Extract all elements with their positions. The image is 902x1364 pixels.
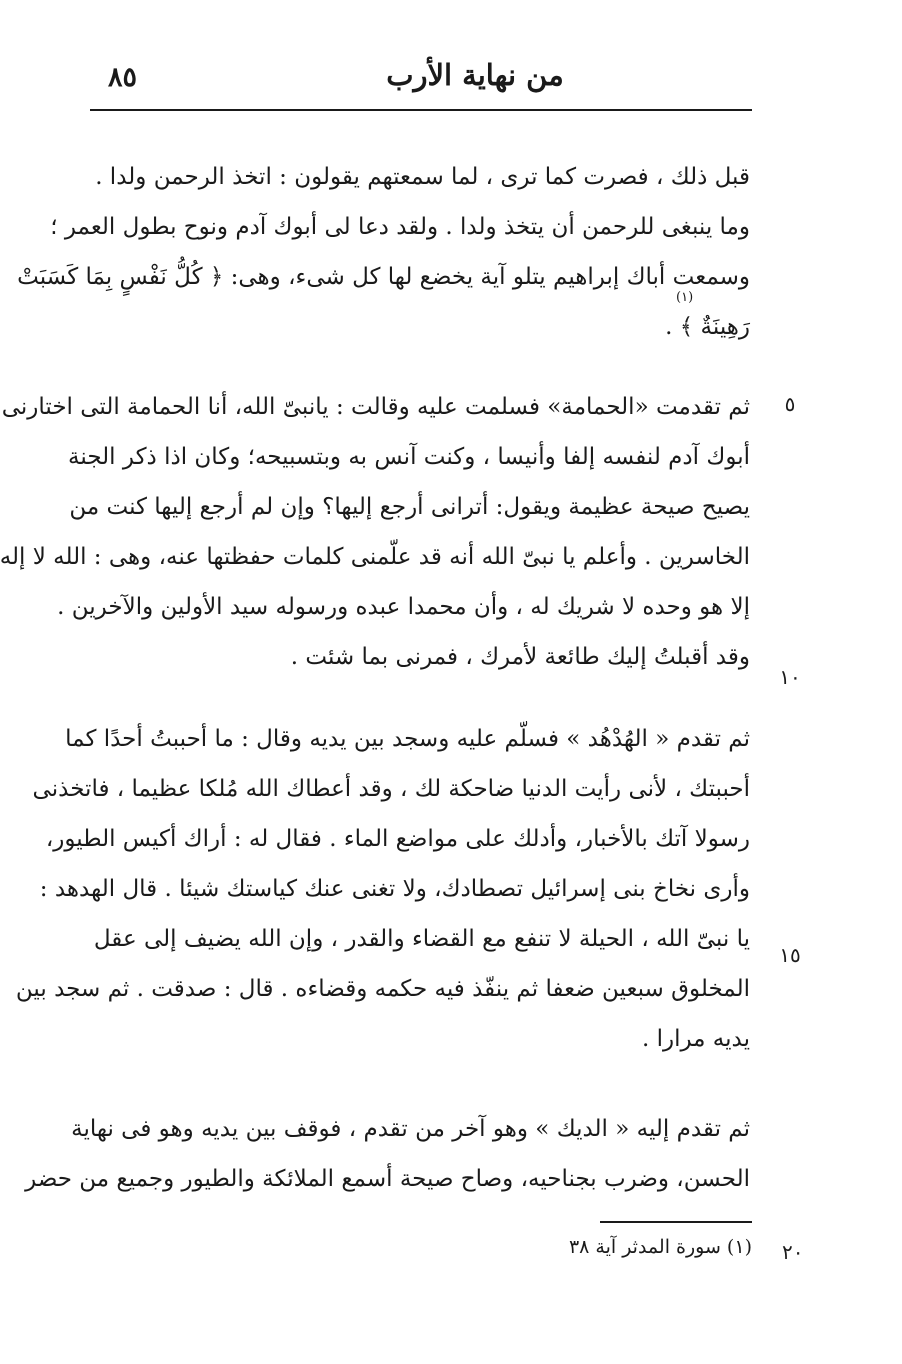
text-line: قبل ذلك ، فصرت كما ترى ، لما سمعتهم يقولون : اتخذ الرحمن ولدا . (95, 164, 750, 190)
text-line: ثم تقدم « الهُدْهُد » فسلّم عليه وسجد بين يديه وقال : ما أحببتُ أحدًا كما (65, 726, 750, 752)
header-rule (90, 109, 752, 111)
text-line: الحسن، وضرب بجناحيه، وصاح صيحة أسمع الملائكة والطيور وجميع من حضر (25, 1166, 750, 1192)
footnote-rule (600, 1221, 752, 1223)
line-number-marker: ١٥ (779, 943, 801, 967)
paragraph-1 (17, 152, 750, 352)
text-line: أبوك آدم لنفسه إلفا وأنيسا ، وكنت آنس به وبتسبيحه؛ وكان اذا ذكر الجنة (68, 444, 750, 470)
running-title: من نهاية الأرب (386, 58, 564, 92)
page-number: ٨٥ (108, 62, 138, 93)
text-line: ثم تقدم إليه « الديك » وهو آخر من تقدم ، فوقف بين يديه وهو فى نهاية (71, 1116, 750, 1142)
text-line: يا نبىّ الله ، الحيلة لا تنفع مع القضاء والقدر ، وإن الله يضيف إلى عقل (93, 926, 750, 952)
line-number-marker: ٥ (784, 392, 796, 416)
text-line: وسمعت أباك إبراهيم يتلو آية يخضع لها كل شىء، وهى: ﴿ كُلُّ نَفْسٍ بِمَا كَسَبَتْ (17, 264, 750, 290)
page-header (90, 58, 750, 102)
text-line: أحببتك ، لأنى رأيت الدنيا ضاحكة لك ، وقد أعطاك الله مُلكا عظيما ، فاتخذنى (32, 776, 750, 802)
text-line: الخاسرين . وأعلم يا نبىّ الله أنه قد علّمنى كلمات حفظتها عنه، وهى : الله لا إله (0, 544, 750, 570)
line-number-marker: ١٠ (779, 665, 801, 689)
paragraph-2 (0, 382, 750, 682)
text-line: المخلوق سبعين ضعفا ثم ينفّذ فيه حكمه وقضاءه . قال : صدقت . ثم سجد بين (15, 976, 750, 1002)
text-line: رَهِينَةٌ ﴾ . (665, 314, 750, 340)
text-line: وقد أقبلتُ إليك طائعة لأمرك ، فمرنى بما شئت . (290, 644, 750, 670)
text-line: وأرى نخاخ بنى إسرائيل تصطادك، ولا تغنى عنك كياستك شيئا . قال الهدهد : (39, 876, 750, 902)
footnote: (١) سورة المدثر آية ٣٨ (568, 1236, 752, 1258)
text-line: وما ينبغى للرحمن أن يتخذ ولدا . ولقد دعا لى أبوك آدم ونوح بطول العمر ؛ (50, 214, 750, 240)
paragraph-3 (15, 714, 750, 1064)
line-number-marker: ٢٠ (782, 1240, 804, 1264)
footnote-marker: (١) (676, 290, 694, 305)
text-line: إلا هو وحده لا شريك له ، وأن محمدا عبده ورسوله سيد الأولين والآخرين . (57, 594, 750, 620)
text-line: يديه مرارا . (641, 1026, 750, 1052)
text-line: يصيح صيحة عظيمة ويقول: أترانى أرجع إليها؟ وإن لم أرجع إليها كنت من (69, 494, 750, 520)
paragraph-4 (25, 1104, 750, 1204)
text-line: ثم تقدمت «الحمامة» فسلمت عليه وقالت : يانبىّ الله، أنا الحمامة التى اختارنى (1, 394, 750, 420)
text-line: رسولا آتك بالأخبار، وأدلك على مواضع الماء . فقال له : أراك أكيس الطيور، (45, 826, 750, 852)
